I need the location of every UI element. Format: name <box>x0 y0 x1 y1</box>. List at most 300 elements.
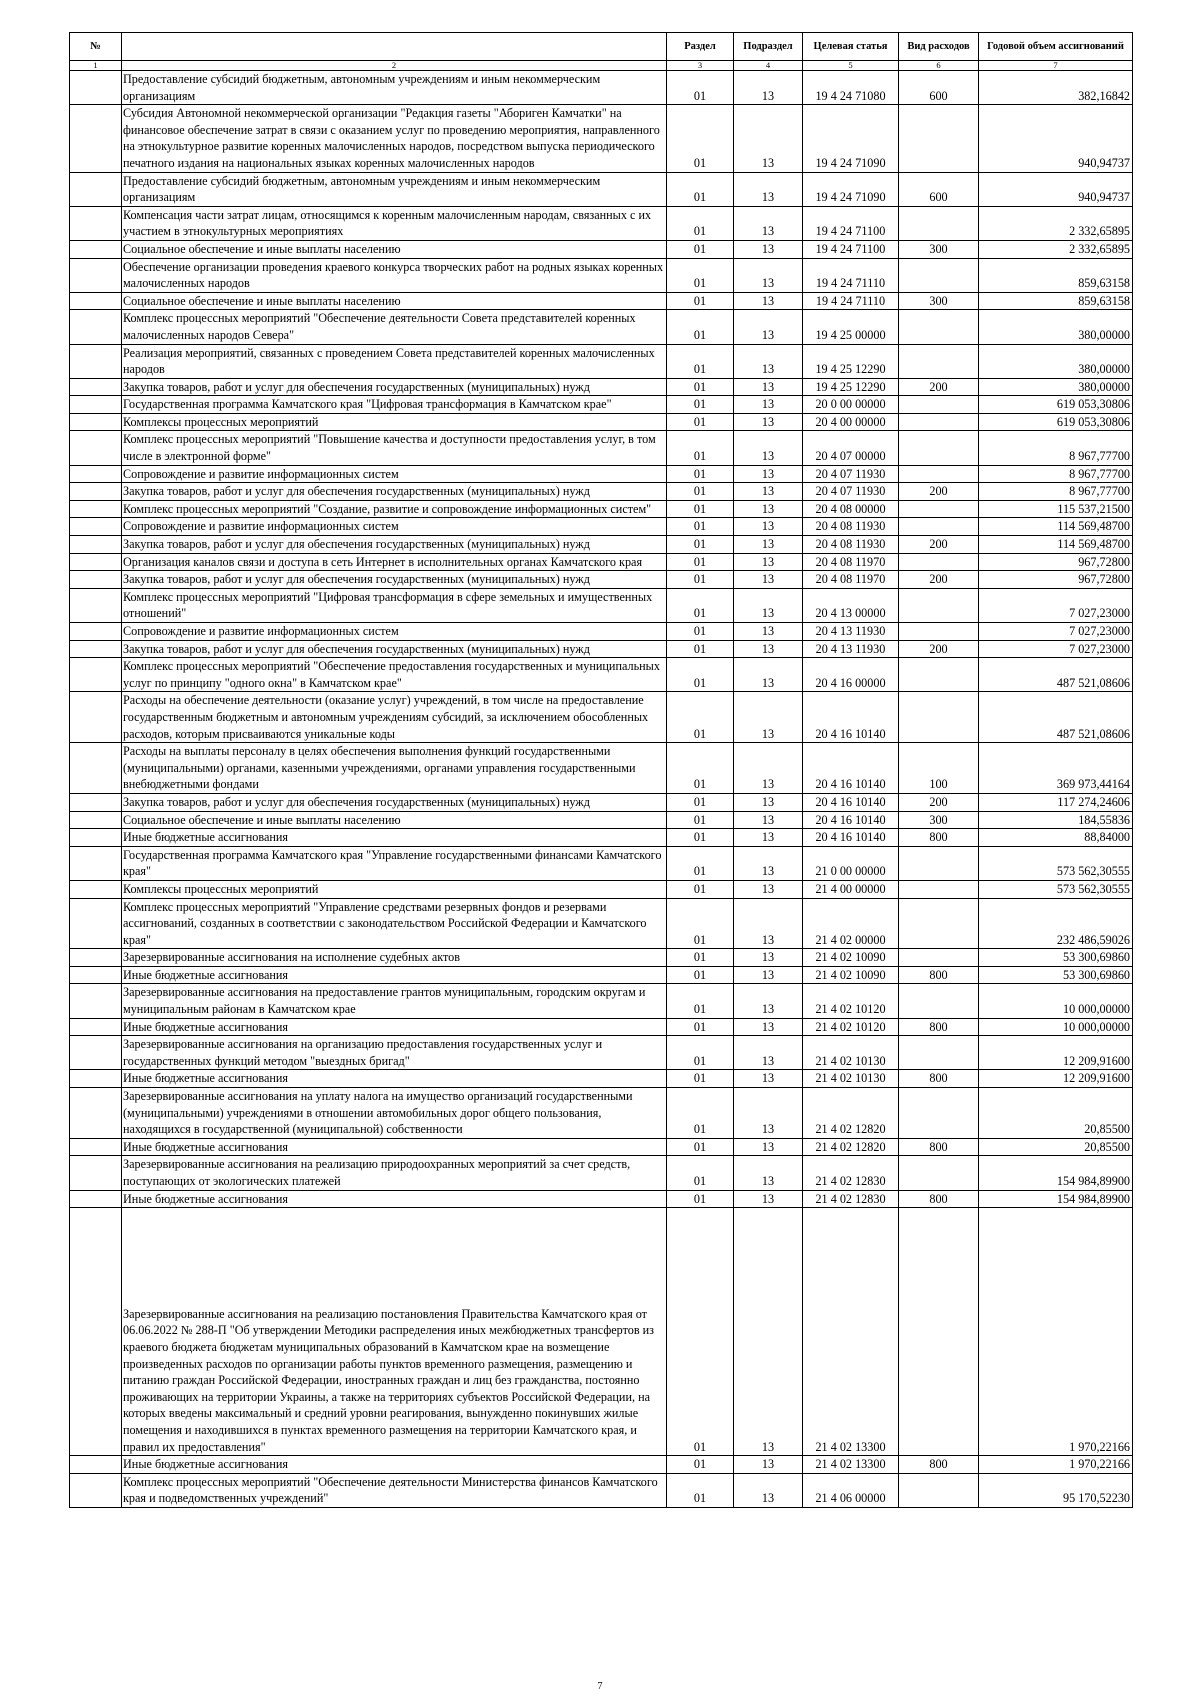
razdel-cell: 01 <box>667 500 734 518</box>
podrazdel-cell: 13 <box>734 1156 803 1190</box>
number-cell <box>70 793 122 811</box>
annual-volume-cell: 8 967,77700 <box>979 465 1133 483</box>
table-row <box>70 518 1133 536</box>
name-cell: Комплекс процессных мероприятий "Управление средствами резервных фондов и резервами ассигнований, созданных в соответствии с законодательством Российской Федерации и Камчатского края" <box>122 898 667 949</box>
target-article-cell: 20 4 07 11930 <box>803 465 899 483</box>
razdel-cell: 01 <box>667 1473 734 1507</box>
podrazdel-cell: 13 <box>734 292 803 310</box>
number-cell <box>70 1138 122 1156</box>
name-cell: Сопровождение и развитие информационных систем <box>122 465 667 483</box>
razdel-cell: 01 <box>667 553 734 571</box>
name-cell: Комплекс процессных мероприятий "Создание, развитие и сопровождение информационных систем" <box>122 500 667 518</box>
table-row <box>70 396 1133 414</box>
target-article-cell: 21 4 02 13300 <box>803 1208 899 1456</box>
number-cell <box>70 966 122 984</box>
annual-volume-cell: 10 000,00000 <box>979 984 1133 1018</box>
annual-volume-cell: 380,00000 <box>979 344 1133 378</box>
table-row <box>70 658 1133 692</box>
table-row <box>70 431 1133 465</box>
number-cell <box>70 1070 122 1088</box>
number-cell <box>70 431 122 465</box>
razdel-cell: 01 <box>667 1190 734 1208</box>
razdel-cell: 01 <box>667 743 734 794</box>
annual-volume-cell: 154 984,89900 <box>979 1156 1133 1190</box>
target-article-cell: 20 4 08 11930 <box>803 536 899 554</box>
table-row <box>70 880 1133 898</box>
number-cell <box>70 623 122 641</box>
name-cell: Закупка товаров, работ и услуг для обеспечения государственных (муниципальных) нужд <box>122 378 667 396</box>
name-cell: Сопровождение и развитие информационных систем <box>122 623 667 641</box>
number-cell <box>70 571 122 589</box>
target-article-cell: 20 4 16 10140 <box>803 829 899 847</box>
name-cell: Закупка товаров, работ и услуг для обеспечения государственных (муниципальных) нужд <box>122 483 667 501</box>
razdel-cell: 01 <box>667 829 734 847</box>
podrazdel-cell: 13 <box>734 465 803 483</box>
expense-type-cell: 800 <box>899 1138 979 1156</box>
razdel-cell: 01 <box>667 310 734 344</box>
name-cell: Закупка товаров, работ и услуг для обеспечения государственных (муниципальных) нужд <box>122 536 667 554</box>
expense-type-cell: 200 <box>899 483 979 501</box>
table-row <box>70 378 1133 396</box>
number-cell <box>70 344 122 378</box>
podrazdel-cell: 13 <box>734 536 803 554</box>
name-cell: Иные бюджетные ассигнования <box>122 1070 667 1088</box>
expense-type-cell <box>899 553 979 571</box>
number-cell <box>70 258 122 292</box>
razdel-cell: 01 <box>667 692 734 743</box>
name-cell: Закупка товаров, работ и услуг для обеспечения государственных (муниципальных) нужд <box>122 571 667 589</box>
annual-volume-cell: 7 027,23000 <box>979 640 1133 658</box>
target-article-cell: 21 4 02 10130 <box>803 1036 899 1070</box>
table-row <box>70 1190 1133 1208</box>
col-header-annual-volume: Годовой объем ассигнований <box>979 33 1133 61</box>
razdel-cell: 01 <box>667 431 734 465</box>
target-article-cell: 21 4 02 10120 <box>803 984 899 1018</box>
number-cell <box>70 206 122 240</box>
podrazdel-cell: 13 <box>734 1456 803 1474</box>
razdel-cell: 01 <box>667 846 734 880</box>
podrazdel-cell: 13 <box>734 811 803 829</box>
col-header-name <box>122 33 667 61</box>
annual-volume-cell: 2 332,65895 <box>979 206 1133 240</box>
name-cell: Комплекс процессных мероприятий "Повышение качества и доступности предоставления услуг, в том числе в электронной форме" <box>122 431 667 465</box>
number-cell <box>70 743 122 794</box>
name-cell: Социальное обеспечение и иные выплаты населению <box>122 240 667 258</box>
table-row <box>70 984 1133 1018</box>
name-cell: Реализация мероприятий, связанных с проведением Совета представителей коренных малочисленных народов <box>122 344 667 378</box>
col-header-number: № <box>70 33 122 61</box>
target-article-cell: 20 4 08 11970 <box>803 553 899 571</box>
expense-type-cell <box>899 846 979 880</box>
table-row <box>70 623 1133 641</box>
podrazdel-cell: 13 <box>734 966 803 984</box>
target-article-cell: 20 4 00 00000 <box>803 413 899 431</box>
podrazdel-cell: 13 <box>734 880 803 898</box>
col-number-7: 7 <box>979 61 1133 71</box>
number-cell <box>70 396 122 414</box>
annual-volume-cell: 2 332,65895 <box>979 240 1133 258</box>
razdel-cell: 01 <box>667 640 734 658</box>
name-cell: Зарезервированные ассигнования на реализацию природоохранных мероприятий за счет средств, поступающих от экологических платежей <box>122 1156 667 1190</box>
target-article-cell: 20 4 13 11930 <box>803 640 899 658</box>
podrazdel-cell: 13 <box>734 518 803 536</box>
expense-type-cell: 800 <box>899 829 979 847</box>
target-article-cell: 20 4 08 11970 <box>803 571 899 589</box>
expense-type-cell <box>899 1036 979 1070</box>
razdel-cell: 01 <box>667 1138 734 1156</box>
table-row <box>70 640 1133 658</box>
number-cell <box>70 500 122 518</box>
number-cell <box>70 692 122 743</box>
name-cell: Иные бюджетные ассигнования <box>122 829 667 847</box>
razdel-cell: 01 <box>667 811 734 829</box>
podrazdel-cell: 13 <box>734 898 803 949</box>
number-cell <box>70 553 122 571</box>
podrazdel-cell: 13 <box>734 1070 803 1088</box>
column-numbers-row <box>70 61 1133 71</box>
expense-type-cell <box>899 658 979 692</box>
name-cell: Государственная программа Камчатского края "Цифровая трансформация в Камчатском крае" <box>122 396 667 414</box>
podrazdel-cell: 13 <box>734 949 803 967</box>
number-cell <box>70 898 122 949</box>
number-cell <box>70 105 122 172</box>
podrazdel-cell: 13 <box>734 588 803 622</box>
annual-volume-cell: 184,55836 <box>979 811 1133 829</box>
expense-type-cell <box>899 465 979 483</box>
name-cell: Закупка товаров, работ и услуг для обеспечения государственных (муниципальных) нужд <box>122 640 667 658</box>
podrazdel-cell: 13 <box>734 1138 803 1156</box>
number-cell <box>70 292 122 310</box>
annual-volume-cell: 573 562,30555 <box>979 846 1133 880</box>
expense-type-cell <box>899 692 979 743</box>
table-row <box>70 1138 1133 1156</box>
annual-volume-cell: 114 569,48700 <box>979 536 1133 554</box>
razdel-cell: 01 <box>667 793 734 811</box>
table-row <box>70 811 1133 829</box>
name-cell <box>122 1208 667 1456</box>
name-cell: Субсидия Автономной некоммерческой организации "Редакция газеты "Абориген Камчатки" на финансовое обеспечение затрат в связи с оказанием услуг по проведению мероприятия, направленного на этнокультурное развитие коренных малочисленных народов, посредством выпуска периодического печатного издания на национальных языках коренных малочисленных народов <box>122 105 667 172</box>
target-article-cell: 20 4 16 10140 <box>803 793 899 811</box>
target-article-cell: 21 4 02 12820 <box>803 1088 899 1139</box>
expense-type-cell <box>899 105 979 172</box>
razdel-cell: 01 <box>667 571 734 589</box>
number-cell <box>70 949 122 967</box>
table-row <box>70 966 1133 984</box>
expense-type-cell <box>899 413 979 431</box>
expense-type-cell <box>899 1156 979 1190</box>
target-article-cell: 20 4 13 11930 <box>803 623 899 641</box>
table-row <box>70 258 1133 292</box>
razdel-cell: 01 <box>667 105 734 172</box>
razdel-cell: 01 <box>667 413 734 431</box>
podrazdel-cell: 13 <box>734 1018 803 1036</box>
razdel-cell: 01 <box>667 588 734 622</box>
table-row <box>70 292 1133 310</box>
razdel-cell: 01 <box>667 1070 734 1088</box>
razdel-cell: 01 <box>667 1456 734 1474</box>
table-row <box>70 240 1133 258</box>
table-row <box>70 793 1133 811</box>
annual-volume-cell: 7 027,23000 <box>979 623 1133 641</box>
number-cell <box>70 378 122 396</box>
col-number-1: 1 <box>70 61 122 71</box>
table-row <box>70 71 1133 105</box>
col-header-razdel: Раздел <box>667 33 734 61</box>
name-cell: Зарезервированные ассигнования на организацию предоставления государственных услуг и государственных функций методом "выездных бригад" <box>122 1036 667 1070</box>
annual-volume-cell: 382,16842 <box>979 71 1133 105</box>
podrazdel-cell: 13 <box>734 344 803 378</box>
name-cell: Обеспечение организации проведения краевого конкурса творческих работ на родных языках коренных малочисленных народов <box>122 258 667 292</box>
expense-type-cell: 300 <box>899 811 979 829</box>
expense-type-cell <box>899 880 979 898</box>
table-row <box>70 483 1133 501</box>
target-article-cell: 20 4 08 11930 <box>803 518 899 536</box>
expense-type-cell <box>899 258 979 292</box>
target-article-cell: 20 4 16 10140 <box>803 811 899 829</box>
target-article-cell: 19 4 25 12290 <box>803 378 899 396</box>
expense-type-cell <box>899 898 979 949</box>
table-row <box>70 206 1133 240</box>
name-cell: Иные бюджетные ассигнования <box>122 1456 667 1474</box>
table-row <box>70 536 1133 554</box>
podrazdel-cell: 13 <box>734 240 803 258</box>
number-cell <box>70 1088 122 1139</box>
number-cell <box>70 1208 122 1456</box>
col-number-2: 2 <box>122 61 667 71</box>
razdel-cell: 01 <box>667 258 734 292</box>
number-cell <box>70 640 122 658</box>
expense-type-cell <box>899 206 979 240</box>
target-article-cell: 21 4 02 13300 <box>803 1456 899 1474</box>
table-row <box>70 105 1133 172</box>
expense-type-cell: 600 <box>899 71 979 105</box>
razdel-cell: 01 <box>667 1088 734 1139</box>
number-cell <box>70 880 122 898</box>
number-cell <box>70 240 122 258</box>
podrazdel-cell: 13 <box>734 396 803 414</box>
number-cell <box>70 536 122 554</box>
podrazdel-cell: 13 <box>734 793 803 811</box>
name-cell: Зарезервированные ассигнования на исполнение судебных актов <box>122 949 667 967</box>
expense-type-cell: 600 <box>899 172 979 206</box>
number-cell <box>70 1190 122 1208</box>
col-number-3: 3 <box>667 61 734 71</box>
number-cell <box>70 310 122 344</box>
annual-volume-cell: 8 967,77700 <box>979 431 1133 465</box>
podrazdel-cell: 13 <box>734 206 803 240</box>
expense-type-cell <box>899 310 979 344</box>
podrazdel-cell: 13 <box>734 692 803 743</box>
podrazdel-cell: 13 <box>734 640 803 658</box>
razdel-cell: 01 <box>667 483 734 501</box>
table-row <box>70 172 1133 206</box>
target-article-cell: 20 4 16 10140 <box>803 692 899 743</box>
expense-type-cell: 200 <box>899 536 979 554</box>
col-number-4: 4 <box>734 61 803 71</box>
expense-type-cell <box>899 949 979 967</box>
target-article-cell: 21 0 00 00000 <box>803 846 899 880</box>
razdel-cell: 01 <box>667 1036 734 1070</box>
page-number: 7 <box>597 1681 603 1692</box>
annual-volume-cell: 369 973,44164 <box>979 743 1133 794</box>
table-row <box>70 949 1133 967</box>
podrazdel-cell: 13 <box>734 1190 803 1208</box>
expense-type-cell: 800 <box>899 1070 979 1088</box>
podrazdel-cell: 13 <box>734 172 803 206</box>
podrazdel-cell: 13 <box>734 500 803 518</box>
table-row <box>70 692 1133 743</box>
annual-volume-cell: 1 970,22166 <box>979 1208 1133 1456</box>
podrazdel-cell: 13 <box>734 846 803 880</box>
table-row <box>70 1070 1133 1088</box>
table-row <box>70 500 1133 518</box>
annual-volume-cell: 8 967,77700 <box>979 483 1133 501</box>
podrazdel-cell: 13 <box>734 829 803 847</box>
name-cell: Иные бюджетные ассигнования <box>122 1190 667 1208</box>
annual-volume-cell: 619 053,30806 <box>979 413 1133 431</box>
name-cell: Зарезервированные ассигнования на предоставление грантов муниципальным, городским округам и муниципальным районам в Камчатском крае <box>122 984 667 1018</box>
number-cell <box>70 483 122 501</box>
expense-type-cell: 200 <box>899 793 979 811</box>
number-cell <box>70 811 122 829</box>
name-cell: Комплекс процессных мероприятий "Обеспечение деятельности Совета представителей коренных малочисленных народов Севера" <box>122 310 667 344</box>
expense-type-cell: 800 <box>899 1456 979 1474</box>
name-cell: Иные бюджетные ассигнования <box>122 966 667 984</box>
name-cell: Комплекс процессных мероприятий "Цифровая трансформация в сфере земельных и имущественных отношений" <box>122 588 667 622</box>
table-row <box>70 413 1133 431</box>
target-article-cell: 21 4 02 12830 <box>803 1156 899 1190</box>
target-article-cell: 19 4 24 71110 <box>803 292 899 310</box>
target-article-cell: 19 4 24 71090 <box>803 105 899 172</box>
number-cell <box>70 1036 122 1070</box>
razdel-cell: 01 <box>667 880 734 898</box>
razdel-cell: 01 <box>667 172 734 206</box>
annual-volume-cell: 20,85500 <box>979 1088 1133 1139</box>
name-cell: Комплексы процессных мероприятий <box>122 880 667 898</box>
annual-volume-cell: 154 984,89900 <box>979 1190 1133 1208</box>
budget-allocations-table <box>69 32 1133 1508</box>
podrazdel-cell: 13 <box>734 105 803 172</box>
target-article-cell: 20 4 13 00000 <box>803 588 899 622</box>
name-cell: Иные бюджетные ассигнования <box>122 1138 667 1156</box>
table-row <box>70 1088 1133 1139</box>
expense-type-cell: 800 <box>899 1018 979 1036</box>
expense-type-cell: 100 <box>899 743 979 794</box>
target-article-cell: 21 4 02 12820 <box>803 1138 899 1156</box>
table-row <box>70 898 1133 949</box>
razdel-cell: 01 <box>667 949 734 967</box>
annual-volume-cell: 115 537,21500 <box>979 500 1133 518</box>
target-article-cell: 19 4 25 00000 <box>803 310 899 344</box>
annual-volume-cell: 487 521,08606 <box>979 658 1133 692</box>
target-article-cell: 21 4 02 10090 <box>803 966 899 984</box>
podrazdel-cell: 13 <box>734 571 803 589</box>
name-cell: Предоставление субсидий бюджетным, автономным учреждениям и иным некоммерческим организациям <box>122 172 667 206</box>
expense-type-cell: 800 <box>899 966 979 984</box>
number-cell <box>70 846 122 880</box>
name-cell: Иные бюджетные ассигнования <box>122 1018 667 1036</box>
table-row <box>70 588 1133 622</box>
target-article-cell: 20 4 08 00000 <box>803 500 899 518</box>
podrazdel-cell: 13 <box>734 743 803 794</box>
annual-volume-cell: 53 300,69860 <box>979 966 1133 984</box>
target-article-cell: 20 4 16 00000 <box>803 658 899 692</box>
target-article-cell: 19 4 24 71100 <box>803 240 899 258</box>
annual-volume-cell: 232 486,59026 <box>979 898 1133 949</box>
razdel-cell: 01 <box>667 623 734 641</box>
table-row <box>70 571 1133 589</box>
name-text: Зарезервированные ассигнования на реализацию постановления Правительства Камчатского края от 06.06.2022 № 288-П "Об утверждении Методики распределения иных межбюджетных трансфертов из краевого бюджета бюджетам муниципальных образований в Камчатском крае на возмещение произведенных расходов по организации работы пунктов временного размещения, размещению и питанию граждан Российской Федерации, иностранных граждан и лиц без гражданства, постоянно проживающих на территории Украины, а также на территориях субъектов Российской Федерации, на которых введены максимальный и средний уровни реагирования, вынужденно покинувших жилые помещения и находившихся в пунктах временного размещения на территории Камчатского края, и правил их предоставления" <box>123 1306 654 1454</box>
razdel-cell: 01 <box>667 292 734 310</box>
annual-volume-cell: 95 170,52230 <box>979 1473 1133 1507</box>
number-cell <box>70 588 122 622</box>
expense-type-cell <box>899 396 979 414</box>
razdel-cell: 01 <box>667 536 734 554</box>
annual-volume-cell: 117 274,24606 <box>979 793 1133 811</box>
razdel-cell: 01 <box>667 898 734 949</box>
table-row <box>70 1156 1133 1190</box>
name-cell: Комплекс процессных мероприятий "Обеспечение деятельности Министерства финансов Камчатского края и подведомственных учреждений" <box>122 1473 667 1507</box>
header-row <box>70 33 1133 61</box>
podrazdel-cell: 13 <box>734 1473 803 1507</box>
expense-type-cell <box>899 344 979 378</box>
name-cell: Комплекс процессных мероприятий "Обеспечение предоставления государственных и муниципальных услуг по принципу "одного окна" в Камчатском крае" <box>122 658 667 692</box>
annual-volume-cell: 940,94737 <box>979 105 1133 172</box>
razdel-cell: 01 <box>667 465 734 483</box>
expense-type-cell: 200 <box>899 571 979 589</box>
expense-type-cell: 200 <box>899 378 979 396</box>
razdel-cell: 01 <box>667 518 734 536</box>
target-article-cell: 21 4 02 00000 <box>803 898 899 949</box>
expense-type-cell <box>899 588 979 622</box>
target-article-cell: 19 4 24 71100 <box>803 206 899 240</box>
annual-volume-cell: 7 027,23000 <box>979 588 1133 622</box>
annual-volume-cell: 487 521,08606 <box>979 692 1133 743</box>
razdel-cell: 01 <box>667 658 734 692</box>
annual-volume-cell: 573 562,30555 <box>979 880 1133 898</box>
expense-type-cell: 200 <box>899 640 979 658</box>
expense-type-cell <box>899 1088 979 1139</box>
annual-volume-cell: 380,00000 <box>979 378 1133 396</box>
target-article-cell: 21 4 02 10130 <box>803 1070 899 1088</box>
table-body <box>70 71 1133 1508</box>
expense-type-cell: 800 <box>899 1190 979 1208</box>
name-cell: Предоставление субсидий бюджетным, автономным учреждениям и иным некоммерческим организациям <box>122 71 667 105</box>
razdel-cell: 01 <box>667 984 734 1018</box>
annual-volume-cell: 53 300,69860 <box>979 949 1133 967</box>
target-article-cell: 21 4 02 10120 <box>803 1018 899 1036</box>
podrazdel-cell: 13 <box>734 258 803 292</box>
table-row <box>70 829 1133 847</box>
podrazdel-cell: 13 <box>734 623 803 641</box>
target-article-cell: 19 4 25 12290 <box>803 344 899 378</box>
razdel-cell: 01 <box>667 71 734 105</box>
number-cell <box>70 71 122 105</box>
expense-type-cell: 300 <box>899 292 979 310</box>
podrazdel-cell: 13 <box>734 553 803 571</box>
col-header-target-article: Целевая статья <box>803 33 899 61</box>
razdel-cell: 01 <box>667 1018 734 1036</box>
number-cell <box>70 829 122 847</box>
annual-volume-cell: 88,84000 <box>979 829 1133 847</box>
podrazdel-cell: 13 <box>734 378 803 396</box>
expense-type-cell <box>899 500 979 518</box>
number-cell <box>70 518 122 536</box>
expense-type-cell <box>899 623 979 641</box>
target-article-cell: 21 4 02 12830 <box>803 1190 899 1208</box>
col-header-expense-type: Вид расходов <box>899 33 979 61</box>
annual-volume-cell: 967,72800 <box>979 571 1133 589</box>
